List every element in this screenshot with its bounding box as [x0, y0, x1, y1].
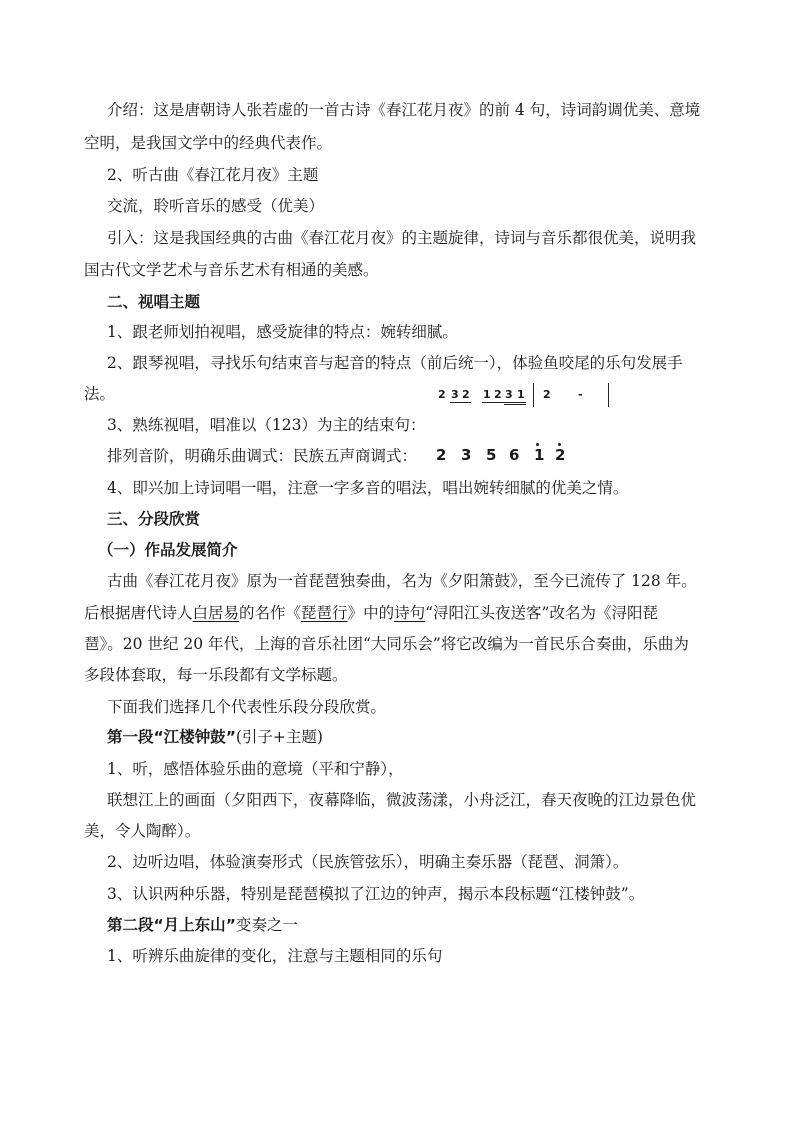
part-1-imagine-line-2: 美，令人陶醉）。: [84, 822, 201, 840]
jianpu-note: 2: [494, 388, 502, 401]
link-bai-juyi[interactable]: 白居易: [192, 604, 240, 622]
dev-text: “浔阳江头夜送客”改名为《浔阳琵: [425, 604, 658, 622]
part-1-title: 第一段“江楼钟鼓”: [107, 728, 236, 746]
scale-note: 5: [486, 446, 497, 464]
scale-note-high: 2: [555, 446, 566, 464]
lead-line-2: 国古代文学艺术与音乐艺术有相通的美感。: [84, 261, 379, 279]
sing-item-4: 4、即兴加上诗词唱一唱，注意一字多音的唱法，唱出婉转细腻的优美之情。: [107, 479, 629, 497]
sing-item-1: 1、跟老师划拍视唱，感受旋律的特点：婉转细腻。: [107, 323, 458, 341]
dev-line-5: 下面我们选择几个代表性乐段分段欣赏。: [107, 698, 387, 716]
jianpu-note: 2: [462, 388, 470, 401]
part-2-subtitle: 变奏之一: [235, 916, 298, 934]
jianpu-dash: -: [578, 388, 583, 401]
scale-label: 排列音阶，明确乐曲调式：民族五声商调式：: [107, 447, 418, 465]
dev-line-1: 古曲《春江花月夜》原为一首琵琶独奏曲，名为《夕阳箫鼓》，至今已流传了 128 年。: [107, 572, 697, 590]
dev-line-4: 多段体套取，每一乐段都有文学标题。: [84, 666, 348, 684]
jianpu-note: 3: [505, 388, 513, 401]
intro-line-1: 介绍：这是唐朝诗人张若虚的一首古诗《春江花月夜》的前 4 句，诗词韵调优美、意境: [107, 101, 701, 119]
dev-line-3: 琶》。20 世纪 20 年代，上海的音乐社团“大同乐会”将它改编为一首民乐合奏曲，乐曲为: [84, 635, 689, 653]
listen-theme-item: 2、听古曲《春江花月夜》主题: [107, 166, 319, 184]
sing-item-2-line-2: 法。: [84, 385, 116, 403]
high-octave-dot: [558, 443, 561, 446]
jianpu-note: 2: [543, 388, 551, 401]
part-1-item-2: 2、边听边唱，体验演奏形式（民族管弦乐），明确主奏乐器（琵琶、洞箫）。: [107, 853, 629, 871]
link-poem-line[interactable]: 诗句: [394, 604, 426, 622]
section-2-heading: 二、视唱主题: [107, 293, 201, 311]
part-1-imagine-line-1: 联想江上的画面（夕阳西下，夜幕降临，微波荡漾，小舟泛江，春天夜晚的江边景色优: [107, 791, 697, 809]
eighth-underline: [450, 402, 471, 403]
high-octave-dot: [536, 443, 539, 446]
sixteenth-underline: [504, 404, 526, 405]
lead-line-1: 引入：这是我国经典的古曲《春江花月夜》的主题旋律，诗词与音乐都很优美，说明我: [107, 229, 697, 247]
jianpu-note: 2: [438, 388, 446, 401]
exchange-line: 交流，聆听音乐的感受（优美）: [107, 197, 325, 215]
bar-line: [533, 383, 534, 407]
sing-item-2-line-1: 2、跟琴视唱，寻找乐句结束音与起音的特点（前后统一），体验鱼咬尾的乐句发展手: [107, 354, 683, 372]
dev-text: 的名作《: [239, 604, 302, 622]
scale-note-high: 1: [534, 446, 545, 464]
jianpu-note: 1: [483, 388, 491, 401]
part-1-subtitle: (引子+主题): [235, 728, 323, 746]
subsection-1-heading: （一）作品发展简介: [98, 541, 238, 559]
part-1-item-1: 1、听，感悟体验乐曲的意境（平和宁静），: [107, 760, 404, 778]
part-1-item-3: 3、认识两种乐器，特别是琵琶模拟了江边的钟声，揭示本段标题“江楼钟鼓”。: [107, 885, 645, 903]
sing-item-3: 3、熟练视唱，唱准以（123）为主的结束句：: [107, 416, 426, 434]
dev-text: 》中的: [347, 604, 395, 622]
jianpu-note: 1: [517, 388, 525, 401]
dev-text: 后根据唐代诗人: [84, 604, 193, 622]
bar-line: [608, 383, 609, 407]
part-1-heading: [107, 727, 323, 747]
jianpu-note: 3: [451, 388, 459, 401]
part-2-heading: [107, 915, 298, 935]
dev-line-2: [84, 603, 658, 623]
section-3-heading: 三、分段欣赏: [107, 510, 201, 528]
scale-note: 2: [436, 446, 447, 464]
part-2-title: 第二段“月上东山”: [107, 916, 236, 934]
scale-note: 3: [461, 446, 472, 464]
eighth-underline: [482, 402, 526, 403]
link-pipa-xing[interactable]: 琵琶行: [301, 604, 348, 622]
jianpu-phrase: [438, 383, 618, 409]
part-2-item-1: 1、听辨乐曲旋律的变化，注意与主题相同的乐句: [107, 947, 443, 965]
intro-line-2: 空明，是我国文学中的经典代表作。: [84, 134, 333, 152]
scale-note: 6: [509, 446, 520, 464]
